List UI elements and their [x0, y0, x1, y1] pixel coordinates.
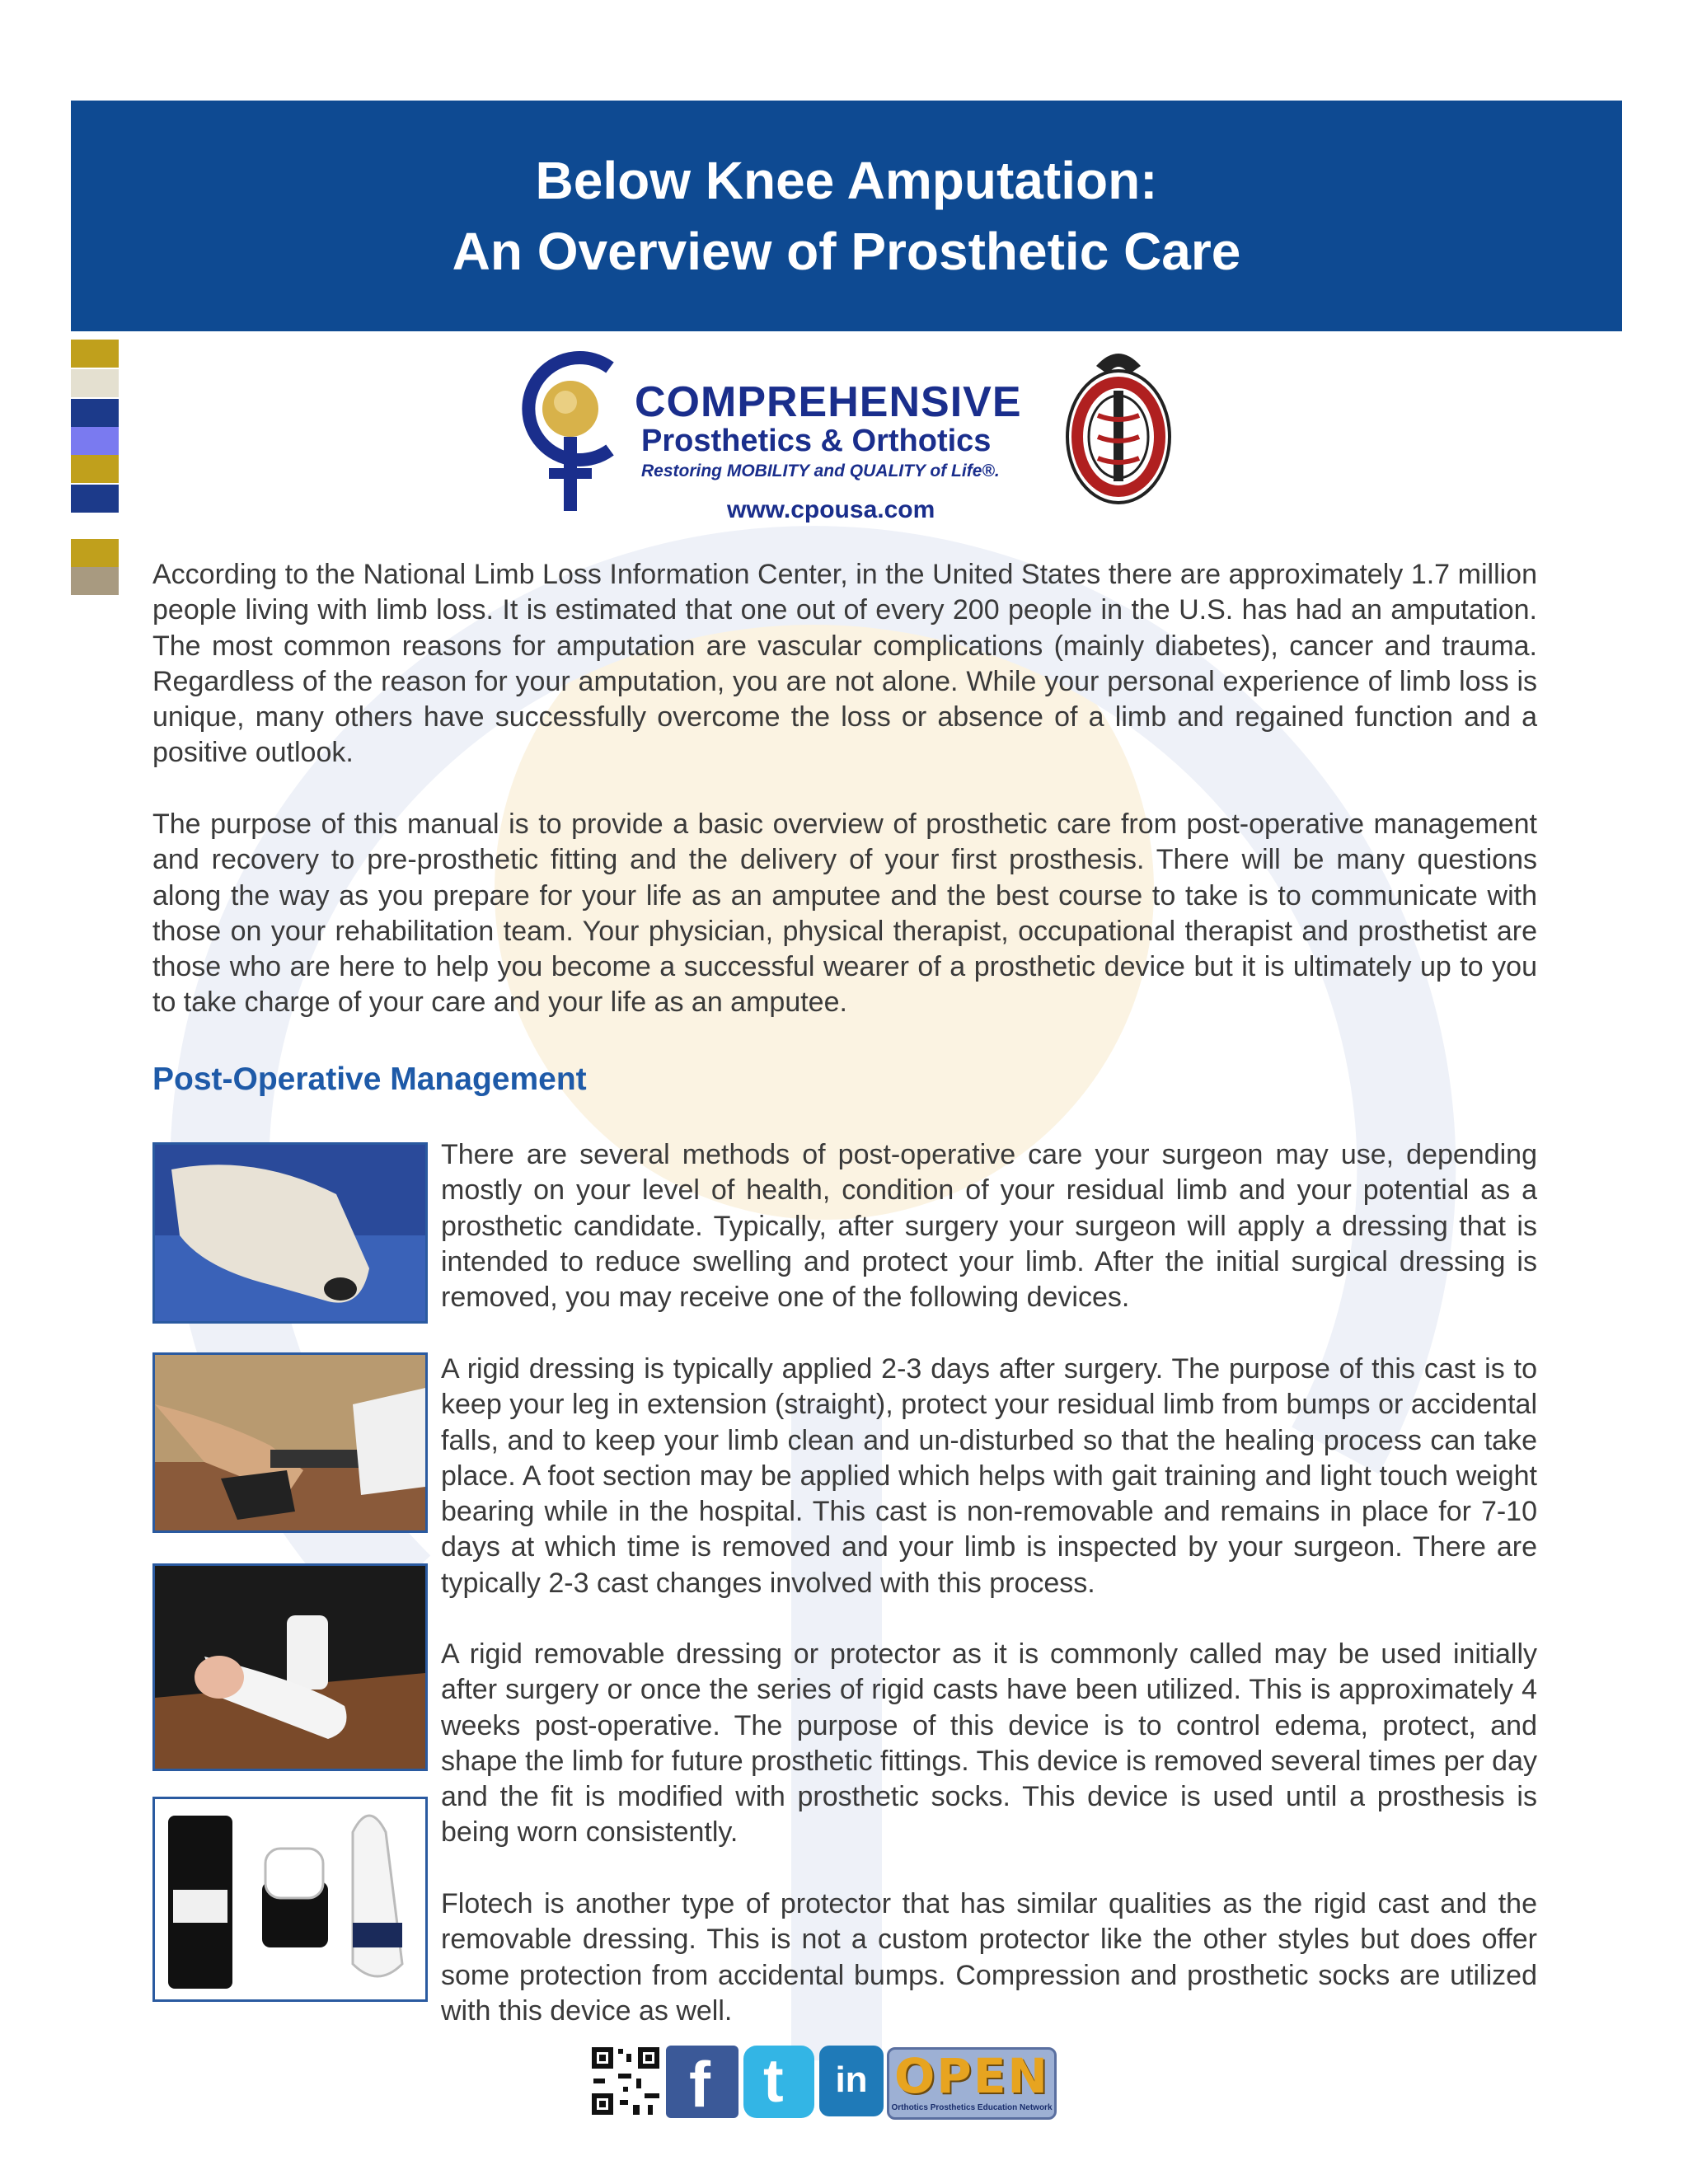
color-swatch [71, 539, 119, 567]
intro-paragraph-2: The purpose of this manual is to provide a basic overview of prosthetic care from post-operative management and recovery to pre-prosthetic fitting and the delivery of your first prosthesis. There will be many questions along the way as you prepare for your life as an amputee and the best course to take is to communicate with those on your rehabilitation team. Your physician, physical therapist, occupational therapist and prosthetist are those who are here to help you become a successful wearer of a prosthetic device but it is ultimately up to you to take charge of your care and your life as an amputee. [152, 808, 1537, 1019]
logo-subtitle: Prosthetics & Orthotics [641, 424, 992, 458]
intro-paragraph-1: According to the National Limb Loss Information Center, in the United States there are approximately 1.7 million people living with limb loss. It is estimated that one out of every 200 people in the U.S. has had an amputation. The most common reasons for amputation are vascular complications (mainly diabetes), cancer and trauma. Regardless of the reason for your amputation, you are not alone. While your personal experience of limb loss is unique, many others have successfully overcome the loss or absence of a limb and regained function and a positive outlook. [152, 559, 1537, 769]
color-swatch [71, 340, 119, 368]
linkedin-icon[interactable] [819, 2046, 884, 2116]
color-swatch [71, 369, 119, 397]
photo-post-op-dressing [152, 1142, 428, 1324]
post-op-paragraph-3: A rigid removable dressing or protector as it is commonly called may be used initially after surgery or once the series of rigid casts have been utilized. This is approximately 4 weeks post-operative. The purpose of this device is to control edema, protect, and shape the limb for future prosthetic fittings. This device is removed several times per day and the fit is modified with prosthetic socks. This device is used until a prosthesis is being worn consistently. [441, 1638, 1537, 1849]
color-swatch [71, 399, 119, 427]
company-logo [511, 341, 1154, 523]
twitter-icon[interactable] [743, 2046, 814, 2118]
logo-tagline: Restoring MOBILITY and QUALITY of Life®. [641, 462, 1000, 480]
linkedin-glyph: in [835, 2060, 868, 2100]
twitter-glyph: t [763, 2046, 784, 2115]
post-op-paragraph-4: Flotech is another type of protector that has similar qualities as the rigid cast and the removable dressing. This is not a custom protector like the other styles but does offer some protection from accidental bumps. Compression and prosthetic socks are utilized with this device as well. [441, 1888, 1537, 2027]
post-op-paragraph-2: A rigid dressing is typically applied 2-3 days after surgery. The purpose of this cast is to keep your leg in extension (straight), protect your residual limb from bumps or accidental falls, and to keep your limb clean and un-disturbed so that the healing process can take place. A foot section may be applied which helps with gait training and light touch weight bearing while in the hospital. This cast is non-removable and remains in place for 7-10 days at which time is removed and your limb is inspected by your surgeon. There are typically 2-3 cast changes involved with this process. [441, 1353, 1537, 1599]
page-title-line-2: An Overview of Prosthetic Care [452, 222, 1241, 281]
photo-removable-protector [152, 1563, 428, 1771]
photo-rigid-dressing [152, 1352, 428, 1533]
post-op-paragraph-1: There are several methods of post-operative care your surgeon may use, depending mostly on your level of health, condition of your residual limb and your potential as a prosthetic candidate. Typically, after surgery your surgeon will apply a dressing that is intended to reduce swelling and protect your limb. After the initial surgical dressing is removed, you may receive one of the following devices. [441, 1139, 1537, 1314]
title-banner [71, 101, 1622, 331]
open-network-badge[interactable] [887, 2047, 1057, 2120]
color-swatch [71, 485, 119, 513]
section-title-post-operative: Post-Operative Management [152, 1062, 587, 1097]
qr-code-icon[interactable] [590, 2046, 661, 2116]
facebook-glyph: f [689, 2048, 710, 2121]
color-swatch [71, 455, 119, 483]
page-title-line-1: Below Knee Amputation: [535, 151, 1158, 210]
color-swatch [71, 567, 119, 595]
abc-certification-seal-icon [1063, 341, 1174, 514]
facebook-icon[interactable] [666, 2046, 738, 2121]
logo-company-name: COMPREHENSIVE [635, 378, 1022, 426]
website-url[interactable]: www.cpousa.com [727, 496, 935, 523]
open-badge-word: OPEN [894, 2048, 1049, 2104]
open-badge-subtitle: Orthotics Prosthetics Education Network [891, 2103, 1053, 2112]
photo-flotech-protector [152, 1797, 428, 2002]
color-swatch [71, 427, 119, 455]
cpo-emblem-icon [511, 344, 635, 518]
